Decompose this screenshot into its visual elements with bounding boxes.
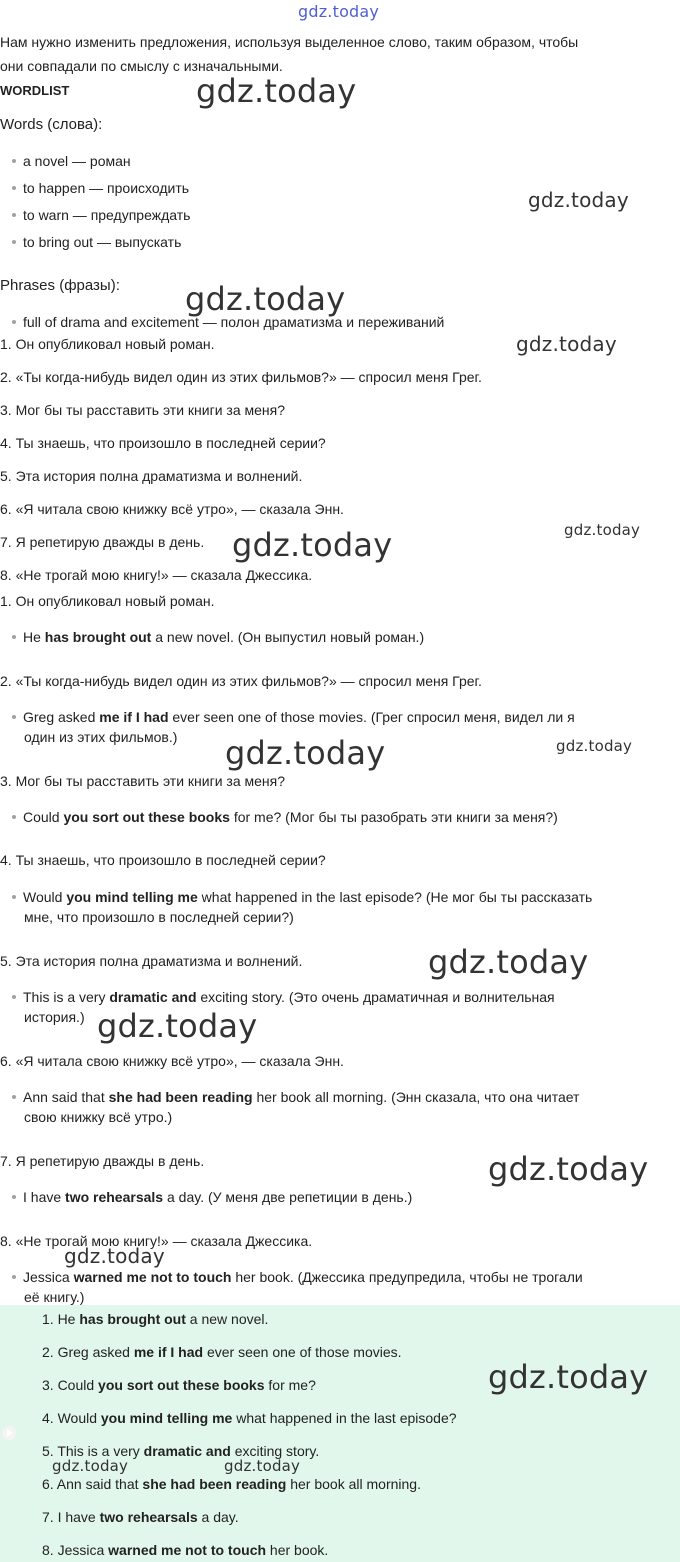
- task-sentence: 7. Я репетирую дважды в день.: [0, 534, 205, 550]
- watermark: gdz.today: [225, 734, 386, 772]
- answer: Ann said that she had been reading her book all morning. (Энн сказала, что она читает: [12, 1087, 579, 1107]
- task-sentence: 6. «Я читала свою книжку всё утро», — сказала Энн.: [0, 501, 344, 517]
- question: 5. Эта история полна драматизма и волнений.: [0, 953, 303, 969]
- words-label: Words (слова):: [0, 116, 103, 133]
- task-sentence: 8. «Не трогай мою книгу!» — сказала Джессика.: [0, 567, 313, 583]
- final-answer: 4. Would you mind telling me what happened in the last episode?: [42, 1410, 457, 1426]
- task-sentence: 4. Ты знаешь, что произошло в последней серии?: [0, 435, 326, 451]
- watermark: gdz.today: [516, 332, 617, 356]
- final-answer: 2. Greg asked me if I had ever seen one of those movies.: [42, 1344, 402, 1360]
- play-icon[interactable]: [2, 1426, 16, 1440]
- answer: Jessica warned me not to touch her book. (Джессика предупредила, чтобы не трогали: [12, 1267, 583, 1287]
- answer: He has brought out a new novel. (Он выпустил новый роман.): [12, 627, 424, 647]
- watermark: gdz.today: [224, 1457, 301, 1475]
- watermark: gdz.today: [185, 280, 346, 318]
- watermark: gdz.today: [52, 1457, 129, 1475]
- final-answer: 8. Jessica warned me not to touch her book.: [42, 1542, 329, 1558]
- answer: Greg asked me if I had ever seen one of those movies. (Грег спросил меня, видел ли я: [12, 707, 575, 727]
- answer-continuation: один из этих фильмов.): [24, 729, 178, 745]
- phrases-label: Phrases (фразы):: [0, 277, 120, 294]
- watermark: gdz.today: [488, 1358, 649, 1396]
- final-answer: 5. This is a very dramatic and exciting story.: [42, 1443, 320, 1459]
- question: 6. «Я читала свою книжку всё утро», — сказала Энн.: [0, 1053, 344, 1069]
- list-item: to bring out — выпускать: [12, 232, 181, 252]
- watermark: gdz.today: [64, 1244, 165, 1268]
- task-sentence: 3. Мог бы ты расставить эти книги за меня?: [0, 402, 286, 418]
- task-sentence: 2. «Ты когда-нибудь видел один из этих фильмов?» — спросил меня Грег.: [0, 369, 482, 385]
- task-sentence: 5. Эта история полна драматизма и волнений.: [0, 468, 303, 484]
- question: 3. Мог бы ты расставить эти книги за меня?: [0, 773, 286, 789]
- watermark: gdz.today: [564, 521, 641, 539]
- final-answer: 1. He has brought out a new novel.: [42, 1311, 269, 1327]
- watermark: gdz.today: [488, 1150, 649, 1188]
- question: 2. «Ты когда-нибудь видел один из этих фильмов?» — спросил меня Грег.: [0, 673, 482, 689]
- answer: Would you mind telling me what happened in the last episode? (Не мог бы ты рассказать: [12, 887, 592, 907]
- final-answer: 7. I have two rehearsals a day.: [42, 1509, 239, 1525]
- answer: This is a very dramatic and exciting story. (Это очень драматичная и волнительная: [12, 987, 555, 1007]
- list-item: a novel — роман: [12, 151, 131, 171]
- watermark: gdz.today: [428, 943, 589, 981]
- answer: I have two rehearsals a day. (У меня две репетиции в день.): [12, 1187, 412, 1207]
- question: 8. «Не трогай мою книгу!» — сказала Джессика.: [0, 1233, 313, 1249]
- answer-continuation: свою книжку всё утро.): [24, 1109, 173, 1125]
- answer-continuation: мне, что произошло в последней серии?): [24, 909, 294, 925]
- intro-text: Нам нужно изменить предложения, используя выделенное слово, таким образом, чтобы: [0, 34, 579, 50]
- intro-text: они совпадали по смыслу с изначальными.: [0, 58, 283, 74]
- answer-continuation: история.): [24, 1009, 85, 1025]
- task-sentence: 1. Он опубликовал новый роман.: [0, 336, 215, 352]
- watermark: gdz.today: [528, 188, 629, 212]
- wordlist-heading: WORDLIST: [0, 83, 70, 98]
- list-item: to happen — происходить: [12, 178, 189, 198]
- question: 7. Я репетирую дважды в день.: [0, 1153, 205, 1169]
- watermark: gdz.today: [298, 2, 380, 21]
- final-answer: 3. Could you sort out these books for me?: [42, 1377, 316, 1393]
- list-item: full of drama and excitement — полон драматизма и переживаний: [12, 312, 444, 332]
- watermark: gdz.today: [196, 72, 357, 110]
- list-item: to warn — предупреждать: [12, 205, 190, 225]
- watermark: gdz.today: [232, 526, 393, 564]
- answer-continuation: её книгу.): [24, 1289, 85, 1305]
- final-answer: 6. Ann said that she had been reading her book all morning.: [42, 1476, 421, 1492]
- answer: Could you sort out these books for me? (Мог бы ты разобрать эти книги за меня?): [12, 807, 558, 827]
- question: 4. Ты знаешь, что произошло в последней серии?: [0, 852, 326, 868]
- watermark: gdz.today: [556, 737, 633, 755]
- question: 1. Он опубликовал новый роман.: [0, 593, 215, 609]
- watermark: gdz.today: [97, 1007, 258, 1045]
